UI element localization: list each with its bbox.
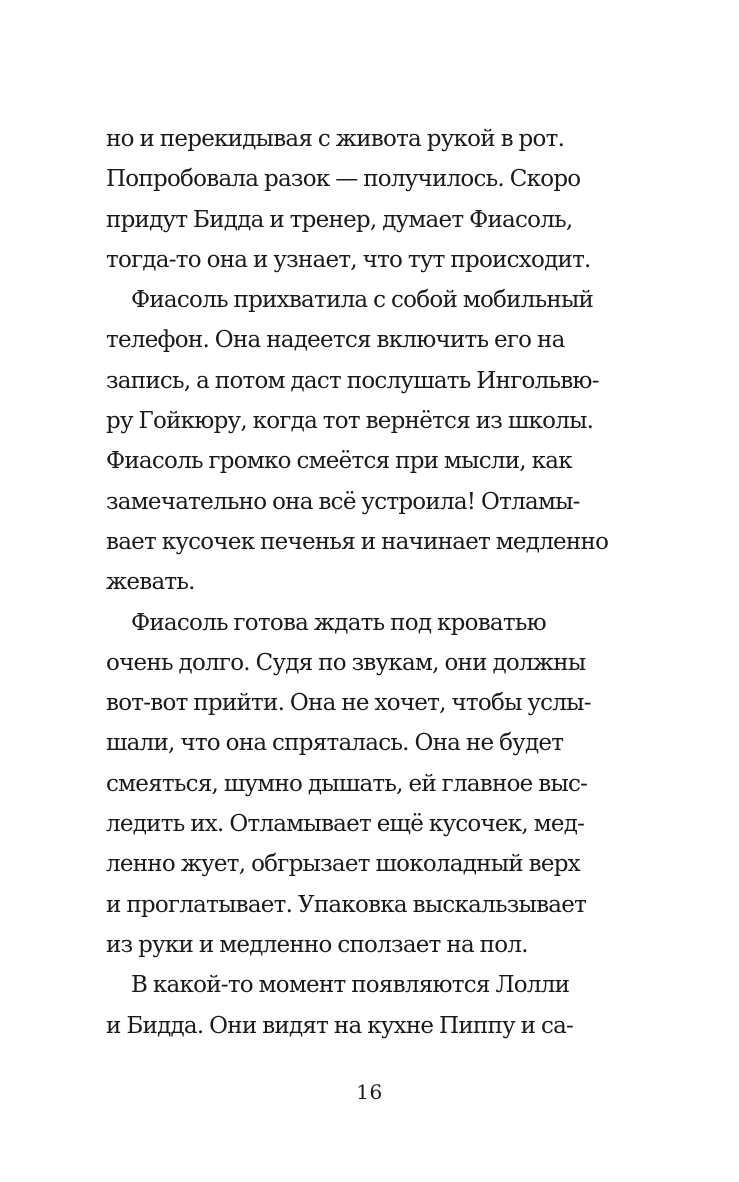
page-number: 16 bbox=[356, 1080, 383, 1104]
text-line: телефон. Она надеется включить его на bbox=[106, 327, 565, 354]
text-line: из руки и медленно сползает на пол. bbox=[106, 931, 528, 958]
text-line: ленно жует, обгрызает шоколадный верх bbox=[106, 851, 580, 878]
text-line: Фиасоль прихватила с собой мобильный bbox=[131, 287, 594, 314]
text-line: Фиасоль готова ждать под кроватью bbox=[131, 609, 546, 636]
text-line: ледить их. Отламывает ещё кусочек, мед- bbox=[106, 811, 585, 838]
text-line: Фиасоль громко смеётся при мысли, как bbox=[106, 448, 572, 475]
text-line: вот-вот прийти. Она не хочет, чтобы услы- bbox=[106, 690, 591, 717]
text-line: смеяться, шумно дышать, ей главное выс- bbox=[106, 770, 588, 797]
text-line: шали, что она спряталась. Она не будет bbox=[106, 730, 564, 757]
text-line: В какой-то момент появляются Лолли bbox=[131, 972, 570, 999]
text-line: запись, а потом даст послушать Ингольвю- bbox=[106, 367, 599, 394]
text-line: Попробовала разок — получилось. Скоро bbox=[106, 166, 581, 193]
text-line: тогда-то она и узнает, что тут происходит. bbox=[106, 246, 591, 273]
text-line: и проглатывает. Упаковка выскальзывает bbox=[106, 891, 587, 918]
text-line: замечательно она всё устроила! Отламы- bbox=[106, 488, 580, 515]
text-line: очень долго. Судя по звукам, они должны bbox=[106, 649, 586, 676]
body-text bbox=[106, 119, 626, 1046]
text-line: ру Гойкюру, когда тот вернётся из школы. bbox=[106, 408, 594, 435]
text-line: но и перекидывая с живота рукой в рот. bbox=[106, 126, 565, 152]
text-line: придут Бидда и тренер, думает Фиасоль, bbox=[106, 206, 573, 233]
text-line: вает кусочек печенья и начинает медленно bbox=[106, 528, 609, 555]
text-line: и Бидда. Они видят на кухне Пиппу и са- bbox=[106, 1012, 574, 1039]
text-line: жевать. bbox=[106, 569, 195, 596]
